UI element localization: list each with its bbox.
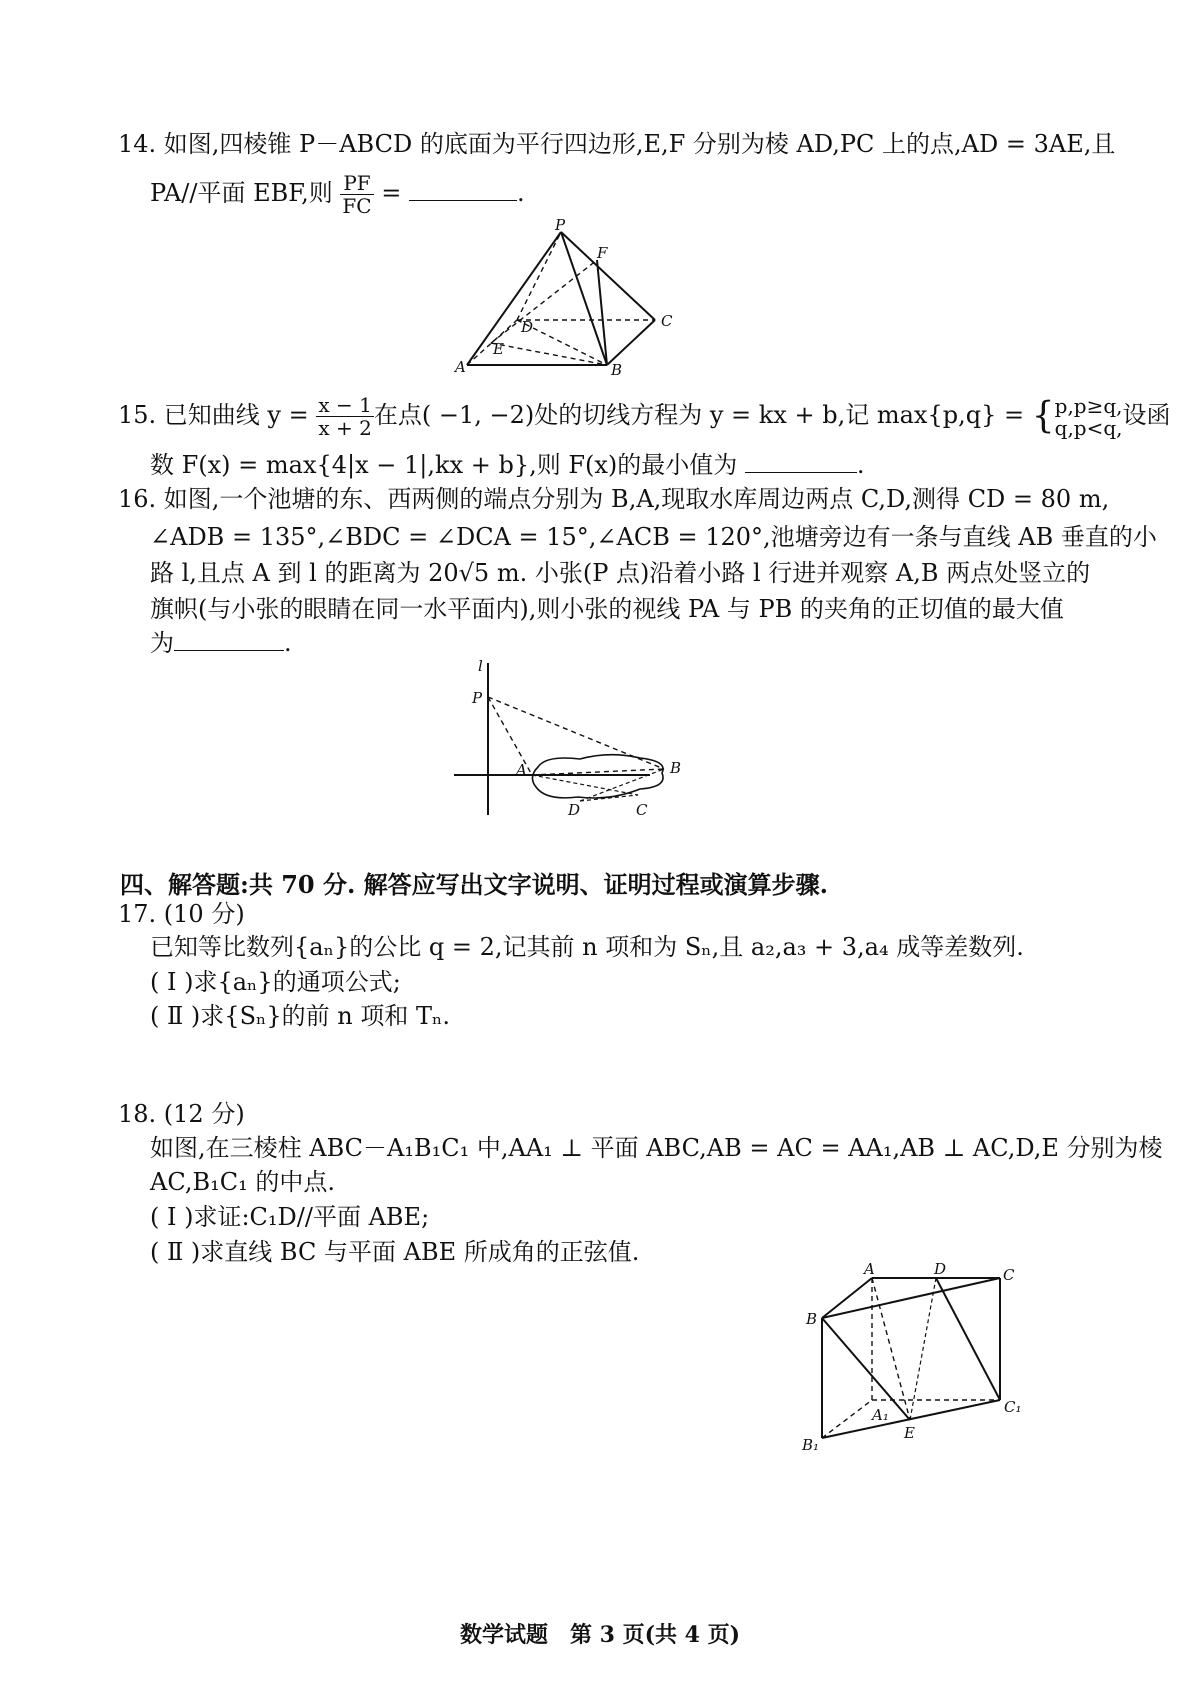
q18-label-B: B	[806, 1310, 818, 1328]
q14-fraction	[340, 172, 373, 217]
q15-line2	[150, 448, 865, 482]
q15-period: .	[856, 451, 865, 479]
q16-line5	[150, 626, 292, 660]
q14-answer-blank	[409, 178, 517, 201]
q14-equals: =	[381, 179, 402, 207]
q16-label-C: C	[636, 801, 648, 819]
q15-case1: p,p≥q,	[1054, 393, 1123, 418]
q16-line3: 路 l,且点 A 到 l 的距离为 20√5 m. 小张(P 点)沿着小路 l 行进并观察 A,B 两点处竖立的	[150, 559, 1091, 587]
q18-line1: 如图,在三棱柱 ABC－A₁B₁C₁ 中,AA₁ ⊥ 平面 ABC,AB = AC = AA₁,AB ⊥ AC,D,E 分别为棱	[150, 1134, 1163, 1162]
q16-line4: 旗帜(与小张的眼睛在同一水平面内),则小张的视线 PA 与 PB 的夹角的正切值的最大值	[150, 595, 1064, 623]
q14-label-A: A	[455, 358, 466, 376]
q17-head: 17. (10 分)	[118, 900, 245, 928]
q15-line1-mid: 在点( −1, −2)处的切线方程为 y = kx + b,记 max{p,q} =	[373, 401, 1025, 429]
q15-line1-post: 设函	[1122, 401, 1171, 429]
q16-line5-pre: 为	[150, 629, 174, 657]
q18-label-D: D	[934, 1260, 947, 1278]
q15-cases	[1055, 395, 1123, 439]
q15-line1-pre: 15. 已知曲线 y =	[118, 401, 309, 429]
q14-pyramid-figure	[455, 216, 695, 380]
q15-frac-num: x − 1	[318, 393, 372, 417]
q14-label-P: P	[555, 216, 566, 234]
q18-label-E: E	[904, 1424, 915, 1442]
q18-label-A1: A₁	[872, 1406, 889, 1424]
q18-label-B1: B₁	[802, 1436, 820, 1454]
q15-case2: q,p<q,	[1054, 415, 1123, 440]
q18-part1: ( Ⅰ )求证:C₁D//平面 ABE;	[150, 1203, 430, 1231]
q15-fraction	[316, 394, 373, 439]
q14-label-F: F	[597, 244, 608, 262]
q15-frac-den: x + 2	[318, 416, 372, 440]
q14-line2-pre: PA//平面 EBF,则	[150, 179, 333, 207]
q18-label-C1: C₁	[1004, 1398, 1022, 1416]
q17-part2: ( Ⅱ )求{Sₙ}的前 n 项和 Tₙ.	[150, 1002, 451, 1030]
q14-line2	[150, 168, 525, 218]
q14-label-C: C	[661, 312, 673, 330]
q14-label-E: E	[493, 340, 504, 358]
q14-label-B: B	[611, 361, 623, 379]
page-footer: 数学试题 第 3 页(共 4 页)	[459, 1622, 741, 1648]
q15-line2-text: 数 F(x) = max{4|x − 1|,kx + b},则 F(x)的最小值为	[150, 451, 738, 479]
q16-period: .	[284, 629, 292, 657]
q15-answer-blank	[745, 450, 857, 473]
q14-frac-num: PF	[340, 172, 373, 195]
q15-brace: {	[1031, 395, 1055, 437]
q16-label-l: l	[478, 657, 483, 675]
q16-line2: ∠ADB = 135°,∠BDC = ∠DCA = 15°,∠ACB = 120°,池塘旁边有一条与直线 AB 垂直的小	[150, 523, 1157, 551]
q14-frac-den: FC	[342, 194, 372, 218]
q18-prism-figure	[800, 1260, 1040, 1460]
q14-label-D: D	[521, 318, 534, 336]
q14-line1: 14. 如图,四棱锥 P－ABCD 的底面为平行四边形,E,F 分别为棱 AD,PC 上的点,AD = 3AE,且	[118, 130, 1116, 158]
q16-pond-figure	[450, 655, 710, 820]
q15-line1	[118, 390, 1171, 442]
q17-line1: 已知等比数列{aₙ}的公比 q = 2,记其前 n 项和为 Sₙ,且 a₂,a₃ + 3,a₄ 成等差数列.	[150, 933, 1024, 961]
section4-heading: 四、解答题:共 70 分. 解答应写出文字说明、证明过程或演算步骤.	[120, 870, 829, 899]
q14-period: .	[517, 179, 525, 207]
q16-label-B: B	[670, 759, 682, 777]
q18-line2: AC,B₁C₁ 的中点.	[150, 1168, 335, 1196]
q16-line1: 16. 如图,一个池塘的东、西两侧的端点分别为 B,A,现取水库周边两点 C,D,测得 CD = 80 m,	[118, 485, 1110, 513]
q16-label-D: D	[568, 801, 581, 819]
q18-part2: ( Ⅱ )求直线 BC 与平面 ABE 所成角的正弦值.	[150, 1238, 640, 1266]
q16-answer-blank	[174, 628, 284, 651]
q16-label-P: P	[472, 689, 483, 707]
q18-head: 18. (12 分)	[118, 1100, 245, 1128]
q18-label-C: C	[1003, 1266, 1015, 1284]
q18-label-A: A	[864, 1260, 875, 1278]
q17-part1: ( Ⅰ )求{aₙ}的通项公式;	[150, 968, 401, 996]
q16-label-A: A	[516, 761, 527, 779]
